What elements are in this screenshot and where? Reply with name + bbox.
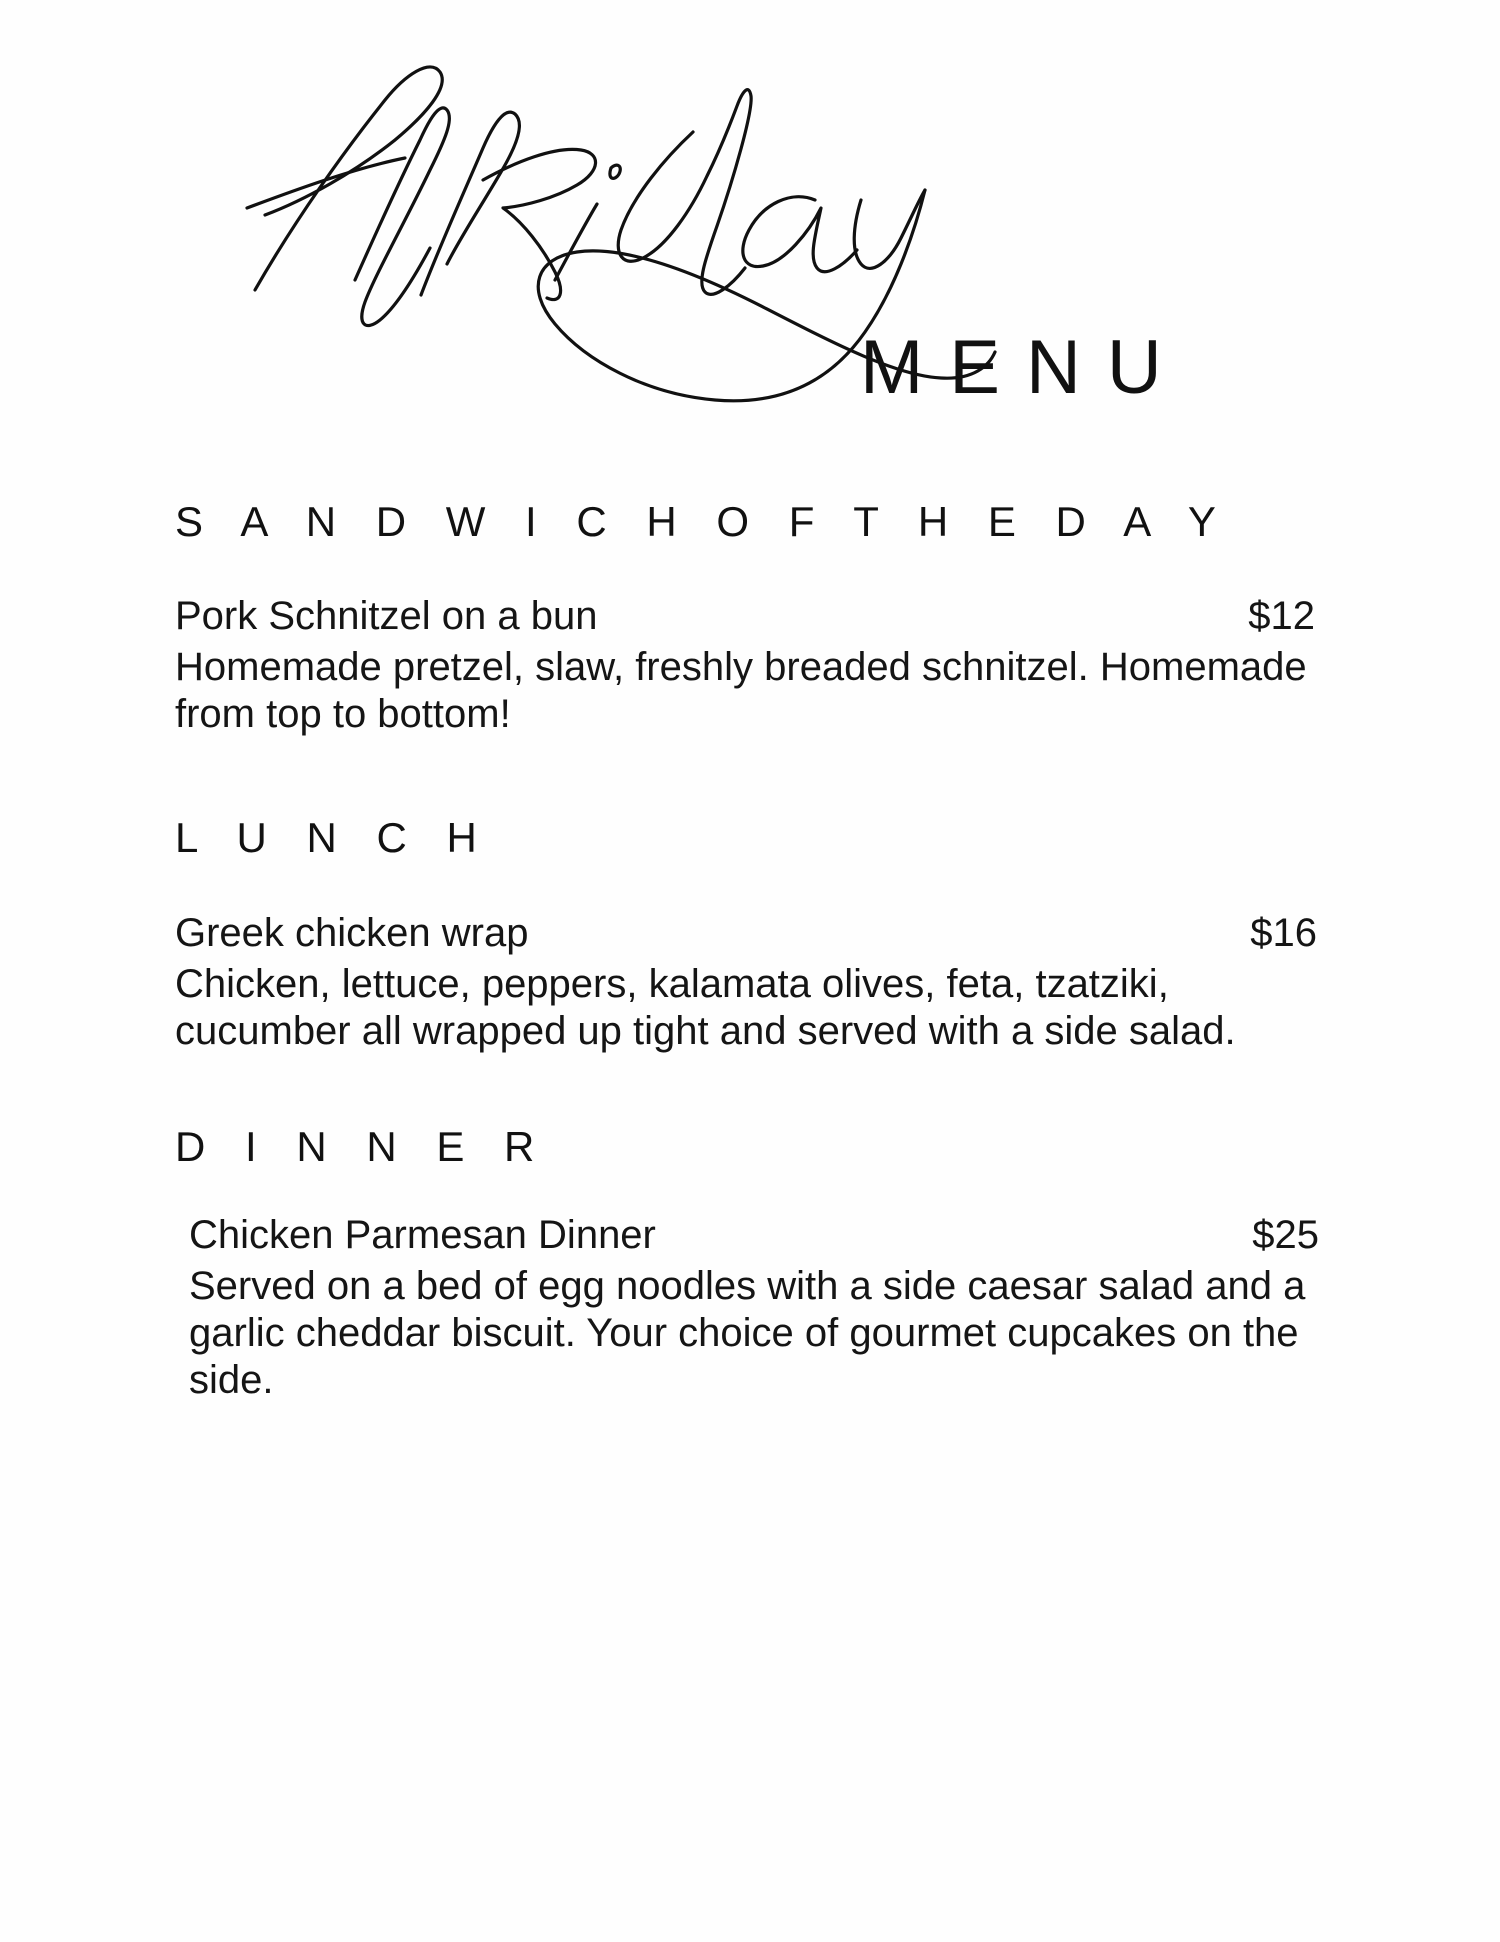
menu-item-head — [175, 907, 1325, 959]
section-title-dinner: D I N N E R — [175, 1122, 549, 1170]
menu-content — [0, 500, 1500, 1415]
menu-item-description: Served on a bed of egg noodles with a side caesar salad and a garlic cheddar biscuit. Your choice of gourmet cupcakes on the side. — [189, 1264, 1306, 1403]
section-title-sandwich: S A N D W I C H O F T H E D A Y — [175, 498, 1230, 545]
menu-item-head — [175, 590, 1325, 642]
menu-word: MENU — [860, 325, 1188, 410]
menu-item-description: Chicken, lettuce, peppers, kalamata olives, feta, tzatziki, cucumber all wrapped up tight and served with a side salad. — [175, 961, 1236, 1053]
menu-item-name: Greek chicken wrap — [175, 910, 529, 955]
menu-item-name: Chicken Parmesan Dinner — [189, 1213, 656, 1258]
menu-item — [175, 1209, 1325, 1405]
menu-item-head — [189, 1209, 1325, 1261]
menu-item-price: $12 — [1248, 594, 1315, 639]
section-title-lunch: L U N C H — [175, 814, 491, 862]
section-dinner — [175, 1122, 1325, 1405]
menu-item-description: Homemade pretzel, slaw, freshly breaded schnitzel. Homemade from top to bottom! — [175, 645, 1307, 737]
section-sandwich-of-the-day — [175, 500, 1325, 738]
menu-item-price: $25 — [1252, 1213, 1319, 1258]
menu-header — [0, 0, 1500, 470]
section-lunch — [175, 816, 1325, 1054]
menu-item-price: $16 — [1250, 910, 1317, 955]
menu-item — [175, 907, 1325, 1055]
menu-item-name: Pork Schnitzel on a bun — [175, 594, 598, 639]
menu-item — [175, 590, 1325, 738]
